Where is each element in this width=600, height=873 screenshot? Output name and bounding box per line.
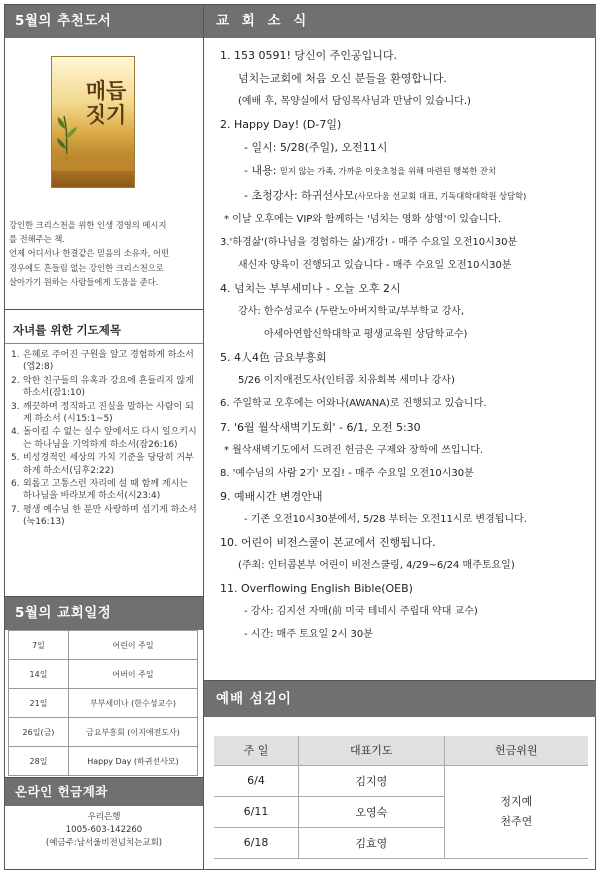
offering-member: 정지예 <box>500 794 533 808</box>
bank-name: 우리은행 <box>87 812 121 822</box>
worship-date: 6/11 <box>214 796 298 827</box>
news-line: - 기존 오전10시30분에서, 5/28 부터는 오전11시로 변경됩니다. <box>244 513 527 525</box>
schedule-event: Happy Day (하귀선사모) <box>69 747 198 776</box>
schedule-event: 어린이 주일 <box>69 631 198 660</box>
news-line: (예배 후, 목양실에서 담임목사님과 만남이 있습니다.) <box>238 96 471 108</box>
news-label: - 내용: <box>244 164 280 178</box>
schedule-date: 21일 <box>9 689 69 718</box>
online-offering-section <box>5 778 203 869</box>
column-header: 대표기도 <box>298 736 444 765</box>
prayer-text: 비성경적인 세상의 가치 기준을 당당히 거부하게 하소서(딤후2:22) <box>23 453 194 476</box>
news-line: 11. Overflowing English Bible(OEB) <box>220 582 413 596</box>
prayer-number: 1. <box>11 350 20 360</box>
news-header: 교 회 소 식 <box>204 5 596 38</box>
account-holder: (예금주:남서울비전넘치는교회) <box>45 838 163 848</box>
cover-strip <box>52 153 134 171</box>
account-number: 1005-603-142260 <box>65 825 143 835</box>
worship-date: 6/4 <box>214 765 298 796</box>
prayer-item <box>11 452 199 477</box>
news-line: 8. '예수님의 사람 2기' 모집! - 매주 수요일 오전10시30분 <box>220 467 474 479</box>
prayer-item <box>11 504 199 529</box>
prayer-item <box>11 401 199 426</box>
news-line <box>220 184 590 208</box>
schedule-table <box>8 630 198 776</box>
right-column <box>204 5 596 869</box>
left-column <box>5 5 204 869</box>
prayer-number: 7. <box>11 504 20 515</box>
prayer-item <box>11 375 199 400</box>
prayer-text: 깨끗하며 정직하고 진실을 말하는 사람이 되게 하소서 (시15:1~5) <box>23 401 194 425</box>
schedule-section <box>5 597 203 778</box>
online-header: 온라인 헌금계좌 <box>5 778 203 806</box>
news-line: * 이날 오후에는 VIP와 함께하는 '넘치는 영화 상영'이 있습니다. <box>224 213 502 225</box>
worship-prayer-leader: 김효영 <box>298 827 444 858</box>
book-description <box>9 218 201 289</box>
prayer-item <box>11 426 199 451</box>
news-line: - 강사: 김지선 자매(前 미국 테네시 주립대 약대 교수) <box>244 606 478 618</box>
bulletin-page <box>4 4 596 870</box>
prayer-number: 2. <box>11 375 20 386</box>
prayer-title: 자녀를 위한 기도제목 <box>5 310 203 344</box>
schedule-row <box>9 660 198 689</box>
schedule-date: 28일 <box>9 747 69 776</box>
news-line: 5/26 이지애전도사(인터콥 치유회복 세미나 강사) <box>238 375 455 387</box>
column-header: 주 일 <box>214 736 298 765</box>
church-news <box>204 38 596 646</box>
schedule-date: 14일 <box>9 660 69 689</box>
book-desc-line: 를 전해주는 책. <box>9 234 66 245</box>
prayer-text: 외롭고 고통스런 자리에 설 때 함께 계시는 하나님을 바라보게 하소서(시23:4) <box>23 479 188 502</box>
recommended-book <box>5 38 203 310</box>
worship-prayer-leader: 김지영 <box>298 765 444 796</box>
news-line: - 일시: 5/28(주일), 오전11시 <box>244 141 388 155</box>
news-label: - 초청강사: 하귀선사모 <box>244 188 355 202</box>
news-line: 10. 어린이 비전스쿨이 본교에서 진행됩니다. <box>220 535 436 549</box>
prayer-text: 악한 친구들의 유혹과 강요에 흔들리지 않게 하소서(잠1:10) <box>23 375 194 399</box>
worship-header: 예배 섬김이 <box>204 681 596 717</box>
news-line: 새신자 양육이 진행되고 있습니다 - 매주 수요일 오전10시30분 <box>238 259 512 271</box>
schedule-date: 26일(금) <box>9 718 69 747</box>
worship-table <box>214 736 588 859</box>
cover-title: 매듭짓기 <box>85 78 127 127</box>
news-line: 3.'하경삶'(하나님을 경험하는 삶)개강! - 매주 수요일 오전10시30분 <box>220 236 518 248</box>
book-desc-line: 살아가기 원하는 사람들에게 도움을 준다. <box>9 276 159 287</box>
schedule-event: 부부세미나 (한수성교수) <box>69 689 198 718</box>
news-line: 7. '6월 월삭새벽기도회' - 6/1, 오전 5:30 <box>220 420 421 434</box>
schedule-date: 7일 <box>9 631 69 660</box>
prayer-text: 돌이킬 수 없는 실수 앞에서도 다시 일으키시는 하나님을 기억하게 하소서(잠26:16) <box>23 427 197 450</box>
prayer-section <box>5 310 203 597</box>
news-line: 1. 153 0591! 당신이 주인공입니다. <box>220 49 398 62</box>
book-desc-line: 언제 어디서나 한결같은 믿음의 소유자, 어떤 <box>9 248 170 259</box>
book-cover-image <box>51 56 135 188</box>
news-line <box>220 159 590 183</box>
news-line: 아세아연합신학대학교 평생교육원 상담학교수) <box>264 329 468 341</box>
schedule-row <box>9 747 198 776</box>
worship-prayer-leader: 오영숙 <box>298 796 444 827</box>
offering-committee <box>444 765 588 858</box>
schedule-row <box>9 718 198 747</box>
online-account-info <box>5 806 203 850</box>
prayer-text: 은혜로 주어진 구원을 알고 경험하게 하소서(엡2:8) <box>23 350 194 373</box>
news-line: 4. 넘치는 부부세미나 - 오늘 오후 2시 <box>220 281 401 295</box>
prayer-item <box>11 349 199 374</box>
news-line: 9. 예배시간 변경안내 <box>220 489 323 503</box>
prayer-item <box>11 478 199 503</box>
news-line: 강사: 한수성교수 (두란노아버지학교/부부학교 강사, <box>238 306 465 318</box>
column-header: 헌금위원 <box>444 736 588 765</box>
schedule-event: 어버이 주일 <box>69 660 198 689</box>
worship-row <box>214 765 588 796</box>
book-header: 5월의 추천도서 <box>5 5 203 38</box>
schedule-event: 금요부흥회 (이지애전도사) <box>69 718 198 747</box>
prayer-text: 평생 예수님 한 분만 사랑하며 섬기게 하소서(눅16:13) <box>23 504 197 528</box>
book-desc-line: 강인한 크리스천을 위한 인생 경영의 메시지 <box>9 220 167 230</box>
book-desc-line: 경우에도 흔들림 없는 강인한 크리스천으로 <box>9 262 164 273</box>
news-line: 넘치는교회에 처음 오신 분들을 환영합니다. <box>238 72 447 86</box>
schedule-row <box>9 631 198 660</box>
news-line: * 월삭새벽기도에서 드려진 헌금은 구제와 장학에 쓰입니다. <box>224 444 484 456</box>
news-line: 2. Happy Day! (D-7일) <box>220 118 342 132</box>
worship-date: 6/18 <box>214 827 298 858</box>
prayer-number: 3. <box>11 401 20 412</box>
prayer-number: 6. <box>11 479 20 490</box>
news-detail: 믿지 않는 가족, 가까운 이웃초청을 위해 마련된 행복한 잔치 <box>279 166 497 177</box>
news-line: 6. 주일학교 오후에는 어와나(AWANA)로 진행되고 있습니다. <box>220 398 487 410</box>
worship-servers-section <box>204 680 596 869</box>
worship-header-row <box>214 736 588 765</box>
news-line: 5. 4人4色 금요부흥회 <box>220 351 327 365</box>
news-detail: (사모다움 선교회 대표, 기독대학대학원 상담학) <box>354 190 527 201</box>
news-line: - 시간: 매주 토요일 2시 30분 <box>244 629 373 641</box>
news-line: (주최: 인터콥본부 어린이 비전스쿨링, 4/29~6/24 매주토요일) <box>238 560 515 572</box>
prayer-number: 5. <box>11 453 20 464</box>
schedule-header: 5월의 교회일정 <box>5 597 203 630</box>
offering-member: 천주연 <box>500 814 533 828</box>
prayer-number: 4. <box>11 427 20 438</box>
schedule-row <box>9 689 198 718</box>
prayer-list <box>5 344 203 529</box>
